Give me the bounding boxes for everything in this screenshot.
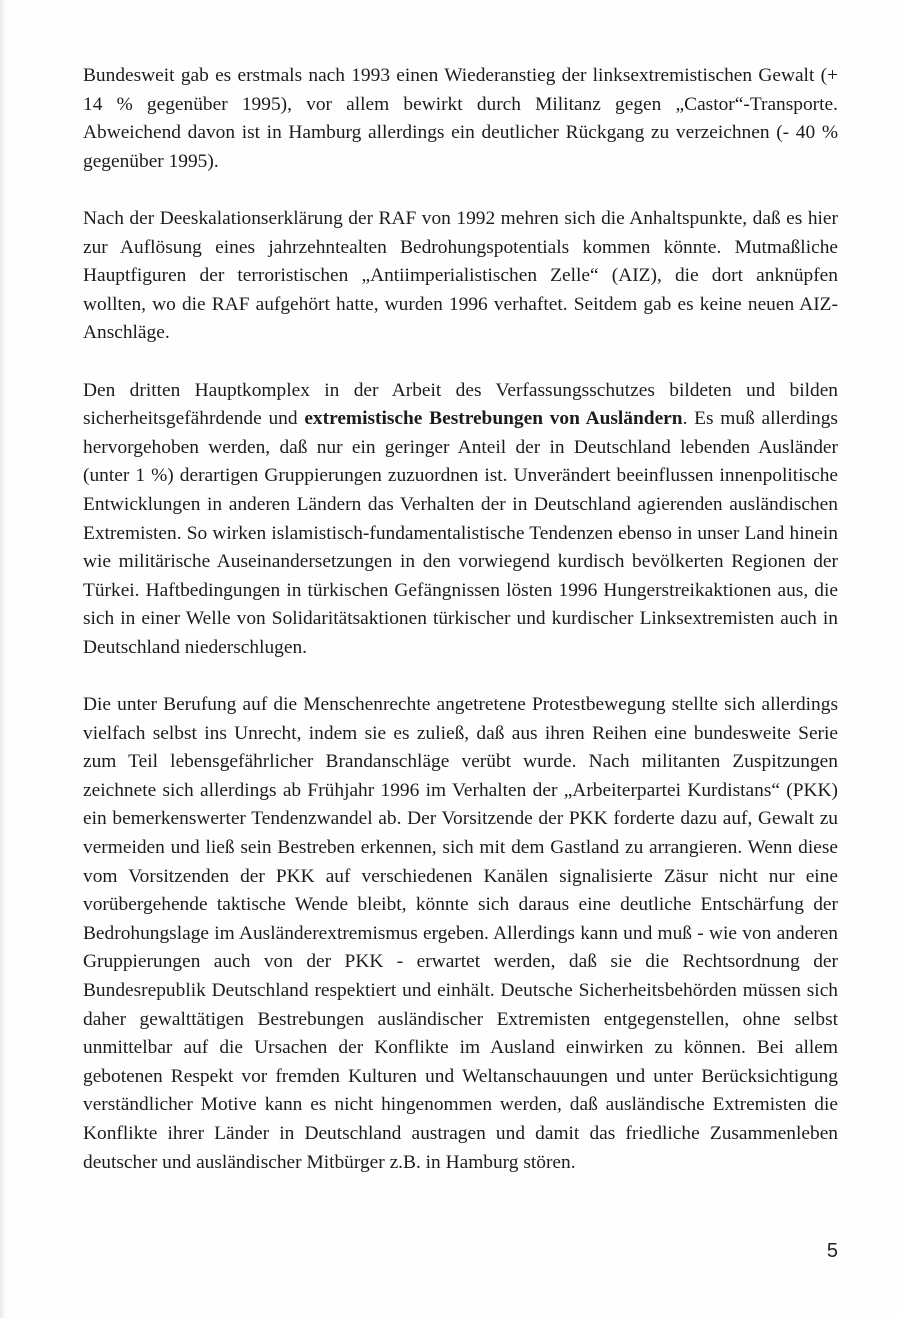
paragraph-raf-aiz: Nach der Deeskalationserklärung der RAF von 1992 mehren sich die Anhaltspunkte, daß es hier zur Auflösung eines jahrzehntealten Bedrohungspotentials kommen könnte. Mutmaßliche Hauptfiguren der terroristischen „Antiimperialistischen Zelle“ (AIZ), die dort anknüpfen wollten, wo die RAF aufgehört hatte, wurden 1996 verhaftet. Seitdem gab es keine neuen AIZ-Anschläge. [83,207,838,344]
bold-phrase-foreign-extremism: extremistische Bestrebungen von Ausländern [304,408,683,430]
page-edge-shadow [0,0,6,1318]
paragraph-foreign-extremism-rest: . Es muß allerdings hervorgehoben werden, daß nur ein geringer Anteil der in Deutschland lebenden Ausländer (unter 1 %) derartigen Gruppierungen zuzuordnen ist. Unverändert beeinflussen innenpolitische Entwicklungen in anderen Ländern das Verhalten der in Deutschland agierenden ausländischen Extremisten. So wirken islamistisch-fundamentalistische Tendenzen ebenso in unser Land hinein wie militärische Auseinandersetzungen in den vorwiegend kurdisch bevölkerten Regionen der Türkei. Haftbedingungen in türkischen Gefängnissen lösten 1996 Hungerstreikaktionen aus, die sich in einer Welle von Solidaritätsaktionen türkischer und kurdischer Linksextremisten auch in Deutschland niederschlugen. [83,408,838,658]
paragraph-foreign-extremism-intro: Den dritten Hauptkomplex in der Arbeit des Verfassungsschutzes bildeten und bilden sicherheitsgefährdende und [83,379,838,430]
page-number: 5 [826,1240,838,1262]
paragraph-foreign-extremism [83,377,838,663]
body-text [83,62,838,1177]
paragraph-pkk: Die unter Berufung auf die Menschenrechte angetretene Protestbewegung stellte sich allerdings vielfach selbst ins Unrecht, indem sie es zuließ, daß aus ihren Reihen eine bundesweite Serie zum Teil lebensgefährlicher Brandanschläge verübt wurde. Nach militanten Zuspitzungen zeichnete sich allerdings ab Frühjahr 1996 im Verhalten der „Arbeiterpartei Kurdistans“ (PKK) ein bemerkenswerter Tendenzwandel ab. Der Vorsitzende der PKK forderte dazu auf, Gewalt zu vermeiden und ließ sein Bestreben erkennen, sich mit dem Gastland zu arrangieren. Wenn diese vom Vorsitzenden der PKK auf verschiedenen Kanälen signalisierte Zäsur nicht nur eine vorübergehende taktische Wende bleibt, könnte sich daraus eine deutliche Entschärfung der Bedrohungslage im Ausländerextremismus ergeben. Allerdings kann und muß - wie von anderen Gruppierungen auch von der PKK - erwartet werden, daß sie die Rechtsordnung der Bundesrepublik Deutschland respektiert und einhält. Deutsche Sicherheitsbehörden müssen sich daher gewalttätigen Bestrebungen ausländischer Extremisten entgegenstellen, ohne selbst unmittelbar auf die Ursachen der Konflikte im Ausland einwirken zu können. Bei allem gebotenen Respekt vor fremden Kulturen und Weltanschauungen und unter Berücksichtigung verständlicher Motive kann es nicht hingenommen werden, daß ausländische Extremisten die Konflikte ihrer Länder in Deutschland austragen und damit das friedliche Zusammenleben deutscher und ausländischer Mitbürger z.B. in Hamburg stören. [83,694,838,1173]
paragraph-left-extremism: Bundesweit gab es erstmals nach 1993 einen Wiederanstieg der linksextremistischen Gewalt (+ 14 % gegenüber 1995), vor allem bewirkt durch Militanz gegen „Castor“-Transporte. Abweichend davon ist in Hamburg allerdings ein deutlicher Rückgang zu verzeichnen (- 40 % gegenüber 1995). [83,65,838,172]
